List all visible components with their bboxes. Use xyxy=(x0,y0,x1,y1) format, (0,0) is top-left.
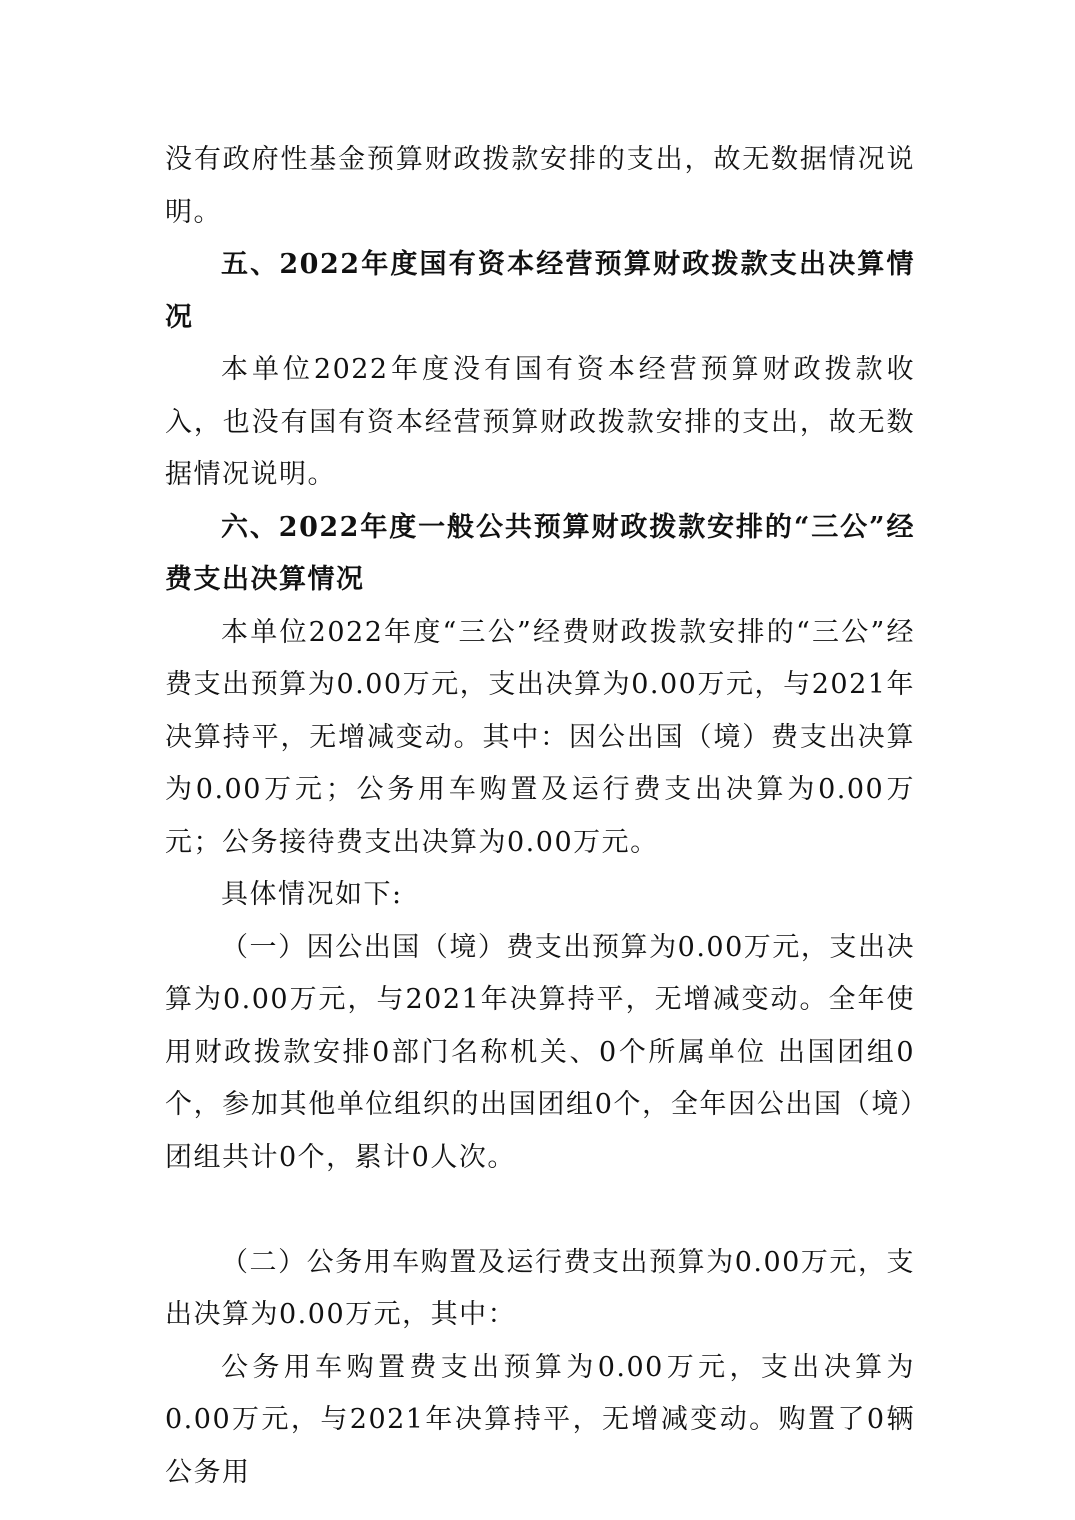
blank-line xyxy=(165,1184,915,1237)
paragraph-details-intro: 具体情况如下: xyxy=(221,879,403,910)
document-body xyxy=(165,134,915,1499)
section-heading-5: 五、2022年度国有资本经营预算财政拨款支出决算情况 xyxy=(165,249,915,333)
paragraph-overseas-travel: （一）因公出国（境）费支出预算为0.00万元，支出决算为0.00万元，与2021年决算持平，无增减变动。全年使用财政拨款安排0部门名称机关、0个所属单位 出国团组0个，参加其他单位组织的出国团组0个，全年因公出国（境）团组共计0个，累计0人次。 xyxy=(165,931,915,1173)
paragraph-three-public-expenses: 本单位2022年度“三公”经费财政拨款安排的“三公”经费支出预算为0.00万元，支出决算为0.00万元，与2021年决算持平，无增减变动。其中：因公出国（境）费支出决算为0.00万元；公务用车购置及运行费支出决算为0.00万元；公务接待费支出决算为0.00万元。 xyxy=(165,616,915,858)
paragraph-official-vehicles: （二）公务用车购置及运行费支出预算为0.00万元，支出决算为0.00万元，其中： xyxy=(165,1246,915,1330)
paragraph-vehicle-purchase: 公务用车购置费支出预算为0.00万元，支出决算为0.00万元，与2021年决算持平，无增减变动。购置了0辆公务用 xyxy=(165,1351,915,1488)
paragraph-state-capital: 本单位2022年度没有国有资本经营预算财政拨款收入，也没有国有资本经营预算财政拨款安排的支出，故无数据情况说明。 xyxy=(165,354,915,490)
section-heading-6: 六、2022年度一般公共预算财政拨款安排的“三公”经费支出决算情况 xyxy=(165,511,915,595)
paragraph-fund-budget-note: 没有政府性基金预算财政拨款安排的支出，故无数据情况说明。 xyxy=(165,144,915,228)
